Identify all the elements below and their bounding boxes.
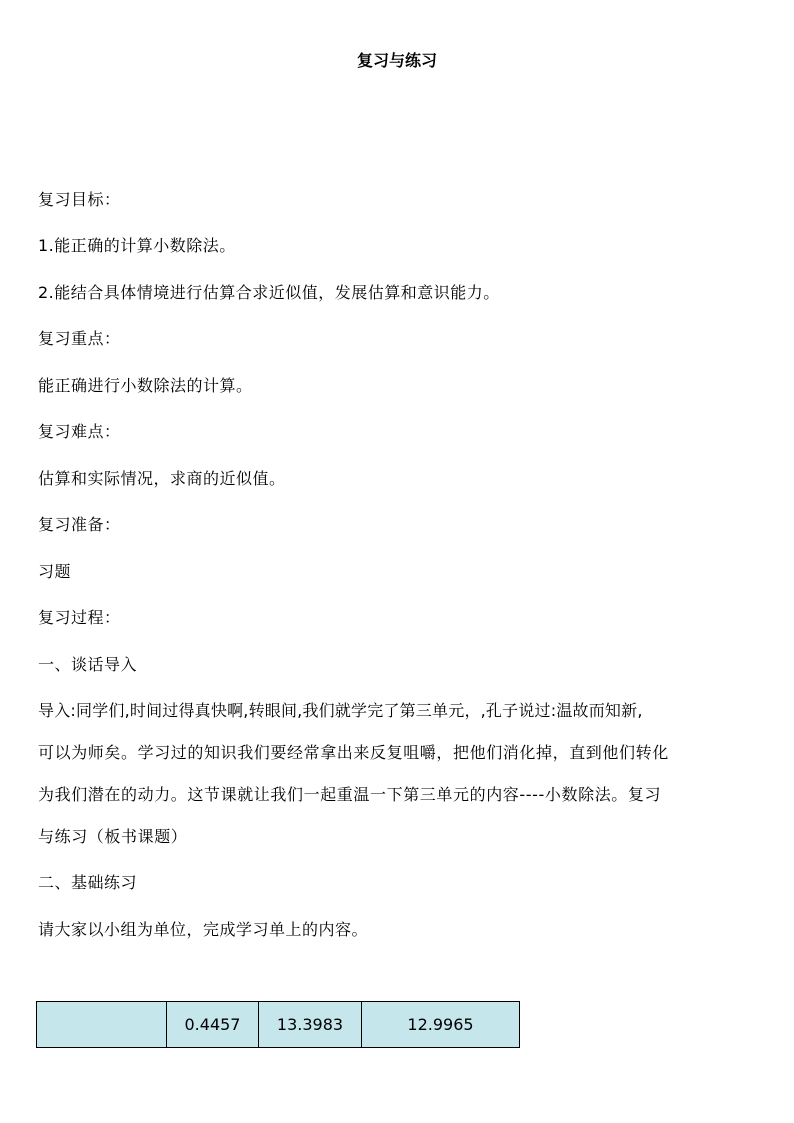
review-preparation-text: 习题	[38, 562, 72, 581]
review-preparation-heading: 复习准备：	[38, 515, 121, 534]
section-1-heading: 一、谈话导入	[38, 655, 138, 674]
review-focus-heading: 复习重点：	[38, 329, 121, 348]
goal-2: 2.能结合具体情境进行估算合求近似值，发展估算和意识能力。	[38, 283, 500, 302]
table-cell: 12.9965	[362, 1002, 520, 1048]
intro-paragraph	[38, 690, 760, 858]
review-difficulty-heading: 复习难点：	[38, 422, 121, 441]
table-cell: 0.4457	[167, 1002, 259, 1048]
review-process-heading: 复习过程：	[38, 608, 121, 627]
goal-1: 1.能正确的计算小数除法。	[38, 236, 236, 255]
intro-line: 导入:同学们,时间过得真快啊,转眼间,我们就学完了第三单元，,孔子说过:温故而知新,	[38, 701, 643, 720]
table-cell	[37, 1002, 167, 1048]
table-row	[37, 1002, 520, 1048]
review-goals-heading: 复习目标：	[38, 190, 121, 209]
review-focus-text: 能正确进行小数除法的计算。	[38, 376, 253, 395]
section-2-heading: 二、基础练习	[38, 873, 138, 892]
practice-table	[36, 1001, 520, 1048]
section-2-text: 请大家以小组为单位，完成学习单上的内容。	[38, 920, 369, 939]
intro-line: 为我们潜在的动力。这节课就让我们一起重温一下第三单元的内容----小数除法。复习	[38, 785, 662, 804]
intro-line: 可以为师矣。学习过的知识我们要经常拿出来反复咀嚼，把他们消化掉，直到他们转化	[38, 743, 669, 762]
intro-line: 与练习（板书课题）	[38, 827, 188, 846]
document-title: 复习与练习	[356, 51, 437, 70]
table-cell: 13.3983	[259, 1002, 362, 1048]
review-difficulty-text: 估算和实际情况，求商的近似值。	[38, 469, 286, 488]
